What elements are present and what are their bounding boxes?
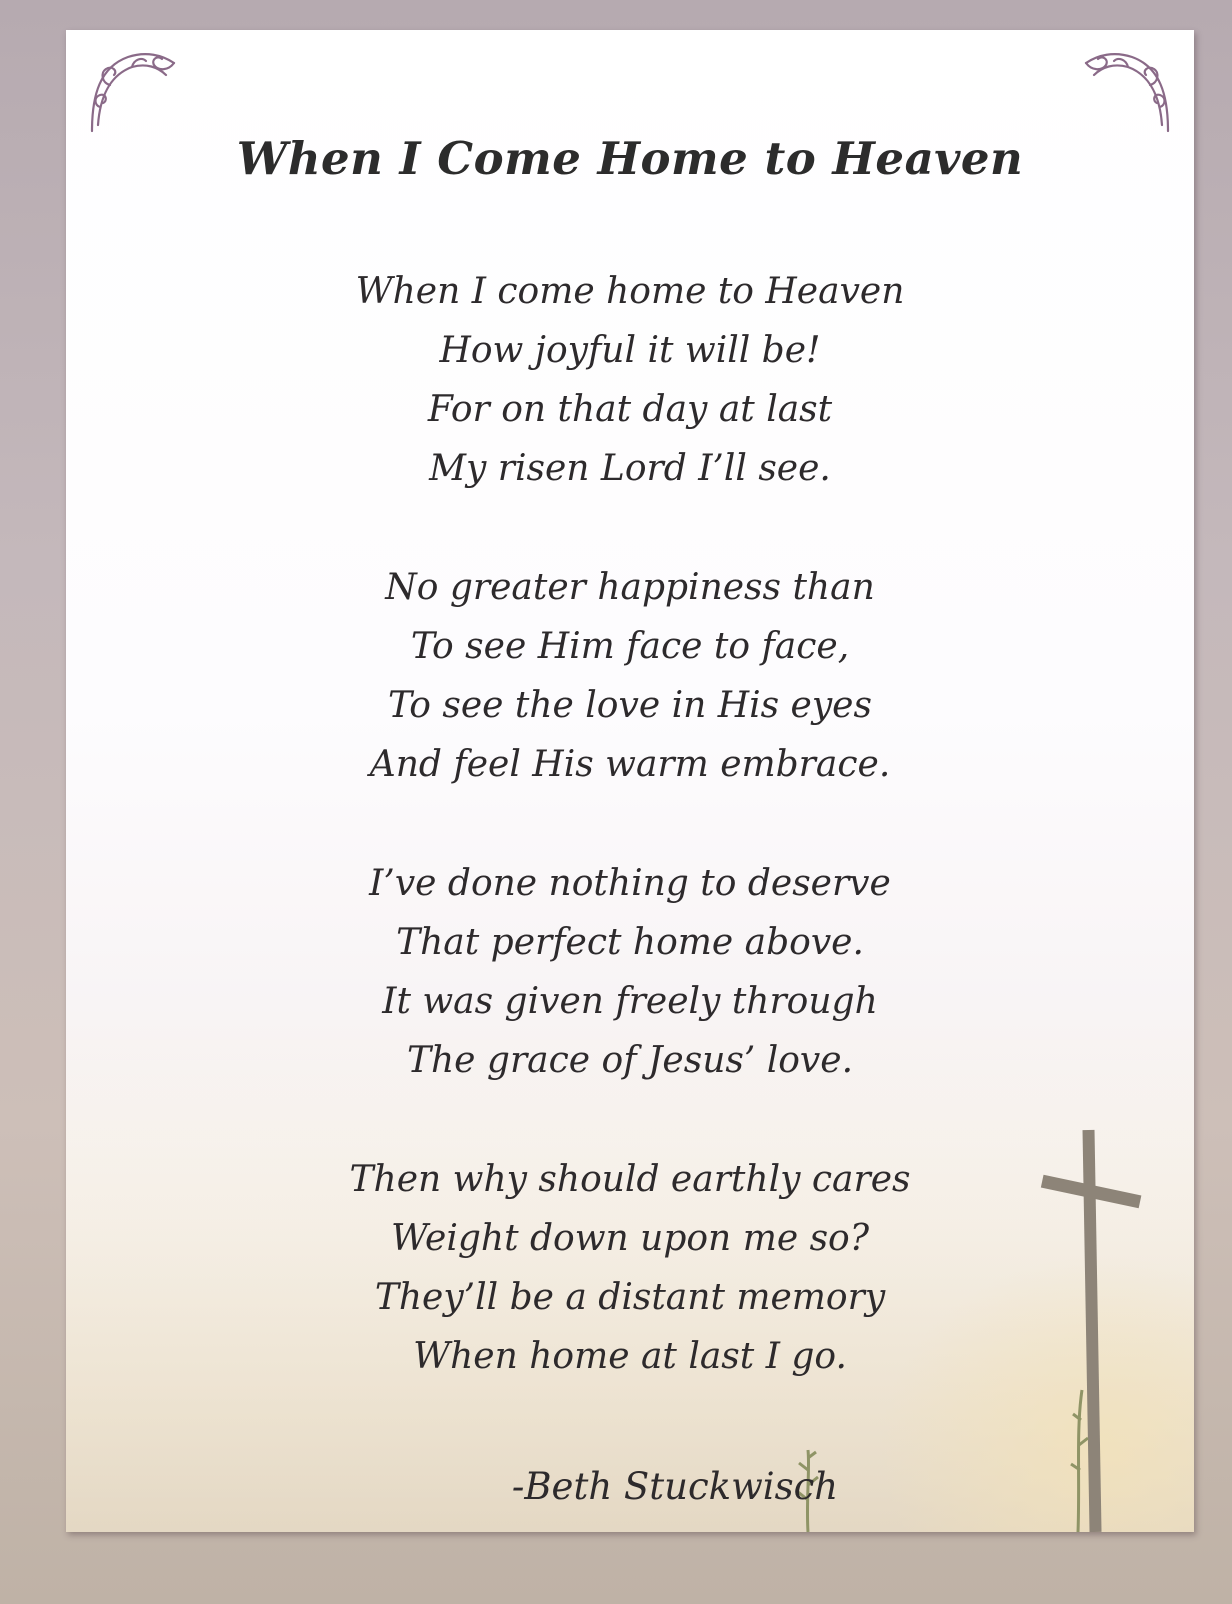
corner-ornament-icon [88, 45, 178, 135]
poem-card [66, 30, 1194, 1532]
poem-line: When I come home to Heaven [355, 271, 905, 312]
poem-line: No greater happiness than [385, 567, 875, 608]
author-name: -Beth Stuckwisch [511, 1465, 839, 1508]
stanza-4 [66, 1150, 1194, 1386]
stanza-3 [66, 854, 1194, 1090]
poem-line: They’ll be a distant memory [374, 1277, 886, 1318]
corner-ornament-icon [1082, 45, 1172, 135]
poem-body [66, 262, 1194, 1446]
poem-line: For on that day at last [427, 389, 833, 430]
poem-line: Then why should earthly cares [349, 1159, 911, 1200]
poem-line: To see the love in His eyes [388, 685, 872, 726]
poem-line: The grace of Jesus’ love. [406, 1040, 854, 1081]
poem-line: To see Him face to face, [410, 626, 850, 667]
stanza-1 [66, 262, 1194, 498]
poem-author [66, 1465, 1194, 1508]
poem-line: I’ve done nothing to deserve [369, 863, 891, 904]
poem-line: My risen Lord I’ll see. [429, 448, 831, 489]
stanza-2 [66, 558, 1194, 794]
poem-title: When I Come Home to Heaven [236, 132, 1024, 185]
poem-line: How joyful it will be! [439, 330, 821, 371]
poem-line: And feel His warm embrace. [369, 744, 891, 785]
poem-line: Weight down upon me so? [390, 1218, 870, 1259]
poem-line: That perfect home above. [396, 922, 864, 963]
poem-line: When home at last I go. [413, 1336, 847, 1377]
poem-line: It was given freely through [382, 981, 878, 1022]
